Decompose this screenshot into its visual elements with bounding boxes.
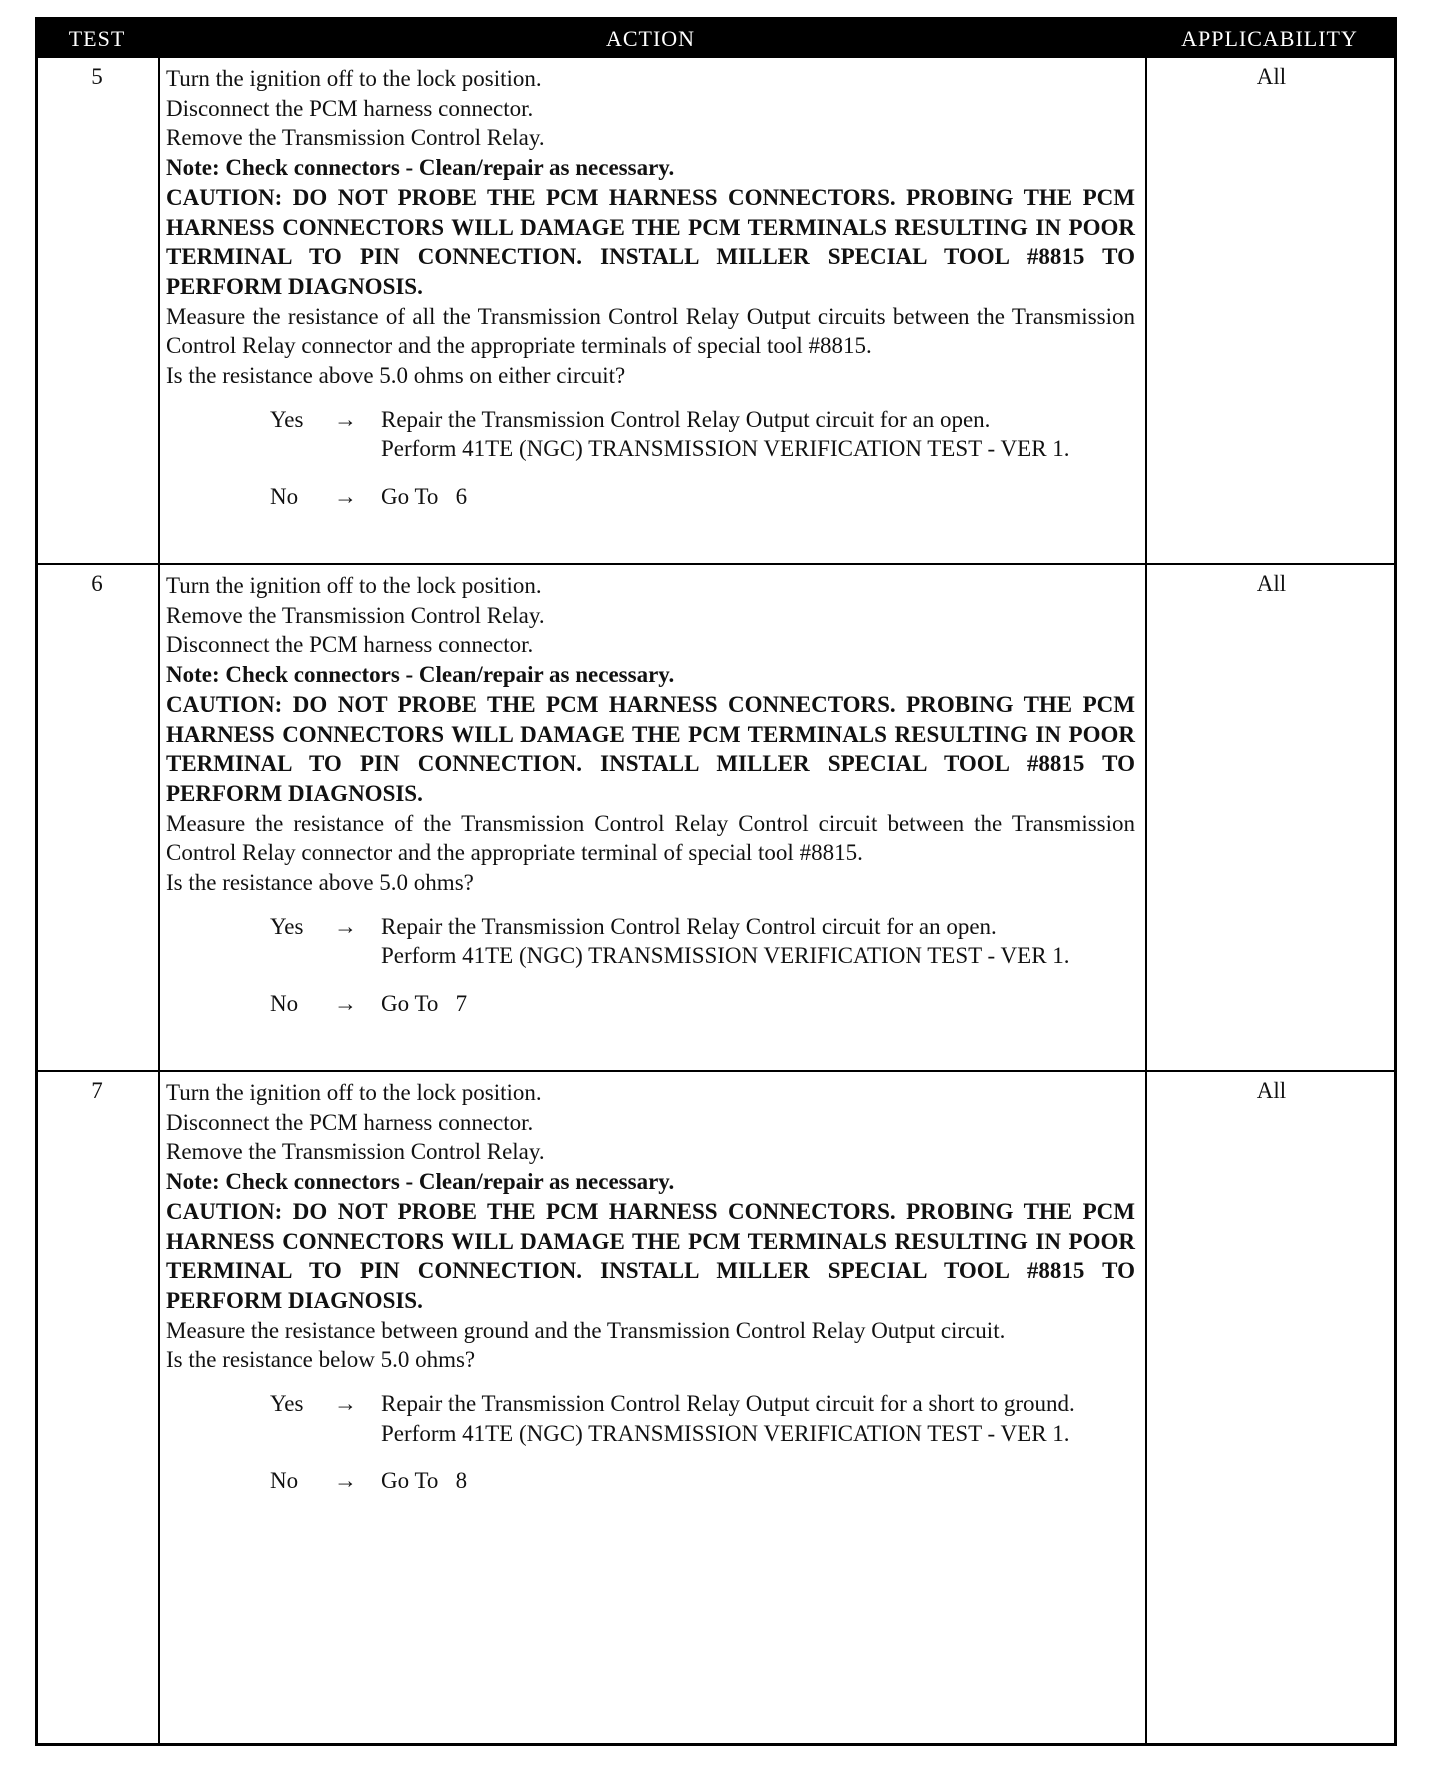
arrow-right-icon: → xyxy=(334,484,357,510)
note-text: Note: Check connectors - Clean/repair as necessary. xyxy=(166,662,675,688)
yes-label: Yes xyxy=(270,913,304,939)
test-number: 7 xyxy=(91,1078,103,1103)
arrow-right-icon: → xyxy=(334,406,357,432)
arrow-right-icon: → xyxy=(334,1468,357,1494)
caution-text: CAUTION: DO NOT PROBE THE PCM HARNESS CONNECTORS. PROBING THE PCM HARNESS CONNECTORS WILL DAMAGE THE PCM TERMINALS RESULTING IN POOR TERMINAL TO PIN CONNECTION. INSTALL MILLER SPECIAL TOOL #8815 TO PERFORM DIAGNOSIS. xyxy=(166,691,1135,806)
test-number: 6 xyxy=(91,571,103,596)
header-applicability: APPLICABILITY xyxy=(1181,26,1358,51)
step-text: Remove the Transmission Control Relay. xyxy=(166,125,545,151)
table-row xyxy=(38,58,1394,565)
step-text: Remove the Transmission Control Relay. xyxy=(166,1139,545,1165)
arrow-right-icon: → xyxy=(334,913,357,939)
yes-label: Yes xyxy=(270,406,304,432)
step-text: Disconnect the PCM harness connector. xyxy=(166,632,534,658)
note-text: Note: Check connectors - Clean/repair as necessary. xyxy=(166,155,675,181)
action-cell xyxy=(166,1078,1135,1496)
no-answer xyxy=(166,1466,1135,1496)
no-label: No xyxy=(270,991,299,1017)
applicability-value: All xyxy=(1256,64,1287,89)
goto-text: Go To 7 xyxy=(381,991,468,1017)
step-text: Disconnect the PCM harness connector. xyxy=(166,1109,534,1135)
yes-action-text: Repair the Transmission Control Relay Output circuit for a short to ground. xyxy=(381,1391,1075,1417)
step-text: Turn the ignition off to the lock position. xyxy=(166,66,542,91)
verification-text: Perform 41TE (NGC) TRANSMISSION VERIFICATION TEST - VER 1. xyxy=(381,1420,1070,1446)
step-text: Turn the ignition off to the lock position. xyxy=(166,573,542,598)
test-number: 5 xyxy=(91,64,103,89)
diagnostic-table xyxy=(35,17,1397,1746)
note-text: Note: Check connectors - Clean/repair as necessary. xyxy=(166,1169,675,1195)
goto-text: Go To 8 xyxy=(381,1468,468,1494)
action-cell xyxy=(166,571,1135,1019)
verification-text: Perform 41TE (NGC) TRANSMISSION VERIFICATION TEST - VER 1. xyxy=(381,436,1070,462)
table-header xyxy=(38,20,1394,58)
yes-answer xyxy=(166,1389,1135,1448)
step-text: Disconnect the PCM harness connector. xyxy=(166,95,534,121)
no-label: No xyxy=(270,484,299,510)
no-label: No xyxy=(270,1468,299,1494)
arrow-right-icon: → xyxy=(334,1391,357,1417)
arrow-right-icon: → xyxy=(334,991,357,1017)
step-text: Remove the Transmission Control Relay. xyxy=(166,602,545,628)
measure-text: Measure the resistance between ground and the Transmission Control Relay Output circuit. xyxy=(166,1317,1006,1343)
yes-answer xyxy=(166,405,1135,464)
caution-text: CAUTION: DO NOT PROBE THE PCM HARNESS CONNECTORS. PROBING THE PCM HARNESS CONNECTORS WILL DAMAGE THE PCM TERMINALS RESULTING IN POOR TERMINAL TO PIN CONNECTION. INSTALL MILLER SPECIAL TOOL #8815 TO PERFORM DIAGNOSIS. xyxy=(166,184,1135,299)
caution-text: CAUTION: DO NOT PROBE THE PCM HARNESS CONNECTORS. PROBING THE PCM HARNESS CONNECTORS WILL DAMAGE THE PCM TERMINALS RESULTING IN POOR TERMINAL TO PIN CONNECTION. INSTALL MILLER SPECIAL TOOL #8815 TO PERFORM DIAGNOSIS. xyxy=(166,1198,1135,1313)
table-row xyxy=(38,1072,1394,1746)
step-text: Turn the ignition off to the lock position. xyxy=(166,1080,542,1105)
table-row xyxy=(38,565,1394,1072)
goto-text: Go To 6 xyxy=(381,484,468,510)
yes-action-text: Repair the Transmission Control Relay Output circuit for an open. xyxy=(381,406,991,432)
applicability-value: All xyxy=(1256,571,1287,596)
header-test: TEST xyxy=(68,26,126,51)
verification-text: Perform 41TE (NGC) TRANSMISSION VERIFICATION TEST - VER 1. xyxy=(381,943,1070,969)
action-cell xyxy=(166,64,1135,512)
yes-action-text: Repair the Transmission Control Relay Control circuit for an open. xyxy=(381,913,997,939)
measure-text: Measure the resistance of all the Transmission Control Relay Output circuits between the Transmission Control Relay connector and the appropriate terminals of special tool #8815. xyxy=(166,303,1135,359)
no-answer xyxy=(166,989,1135,1019)
measure-text: Measure the resistance of the Transmission Control Relay Control circuit between the Transmission Control Relay connector and the appropriate terminal of special tool #8815. xyxy=(166,810,1135,866)
no-answer xyxy=(166,482,1135,512)
yes-answer xyxy=(166,912,1135,971)
applicability-value: All xyxy=(1256,1078,1287,1103)
question-text: Is the resistance above 5.0 ohms on either circuit? xyxy=(166,363,626,389)
yes-label: Yes xyxy=(270,1391,304,1417)
question-text: Is the resistance below 5.0 ohms? xyxy=(166,1347,476,1373)
header-action: ACTION xyxy=(605,26,696,51)
question-text: Is the resistance above 5.0 ohms? xyxy=(166,870,474,896)
